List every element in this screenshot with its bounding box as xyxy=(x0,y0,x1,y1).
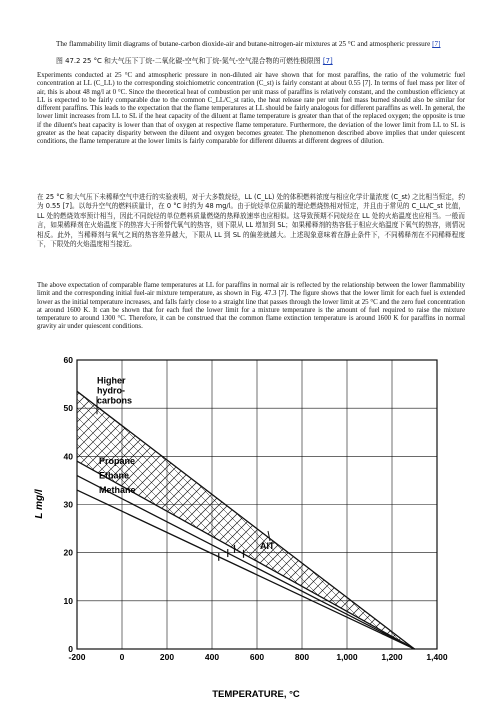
x-tick-label: 0 xyxy=(119,652,125,662)
x-tick-label: 600 xyxy=(249,652,265,662)
figure-caption-english xyxy=(56,40,451,49)
x-tick-label: 800 xyxy=(294,652,310,662)
series-label-higher-hydrocarbons: Higher hydro-carbons xyxy=(97,375,133,406)
x-axis-ticks xyxy=(68,652,447,662)
caption-text-zh: 图 47.2 25 °C 和大气压下丁烷-二氧化碳-空气和丁烷-氮气-空气混合物的可燃性极限图 xyxy=(56,57,321,65)
y-tick-label: 30 xyxy=(63,499,73,510)
paragraph-chinese: 在 25 °C 和大气压下未稀释空气中进行的实验表明，对于大多数烷烃，LL (C_LL) 处的体积燃料浓度与相应化学计量浓度 (C_st) 之比相当恒定，约为 0.55 [7]。以每升空气的燃料质量计，在 0 °C 时约为 48 mg/l。由于烷烃单位质量的理论燃烧热相对恒定，并且由于常见的 C_LL/C_st 比值，LL 处的燃烧效率预计相当，因此不同烷烃的单位燃料质量燃烧的热释放速率也应相似。这导致预期不同烷烃在 LL 处的火焰温度也应相当。一般而言，如果稀释剂在火焰温度下的热容大于所替代氧气的热容，则下限从 LL 增加到 SL；如果稀释剂的热容低于相应火焰温度下氧气的热容，则情况相反。此外，当稀释剂与氧气之间的热容差异越大，下限从 LL 到 SL 的偏差就越大。上述现象意味着在静止条件下，不同稀释剂在不同稀释程度下，下限处的火焰温度相当接近。 xyxy=(37,193,465,249)
figure-caption-chinese xyxy=(56,57,451,66)
y-tick-label: 60 xyxy=(63,355,73,365)
y-tick-label: 40 xyxy=(63,451,73,462)
caption-citation-link[interactable]: [7] xyxy=(432,40,441,48)
y-tick-label: 20 xyxy=(63,547,73,558)
series-label-ethane: Ethane xyxy=(99,470,130,481)
x-tick-label: 400 xyxy=(204,652,220,662)
caption-citation-link-zh[interactable]: [7] xyxy=(322,57,333,65)
series-line-ethane xyxy=(77,476,415,649)
series-line-methane xyxy=(77,490,415,649)
x-tick-label: 1,000 xyxy=(336,652,358,662)
y-axis-label: L mg/l xyxy=(34,489,45,519)
x-tick-label: 1,400 xyxy=(426,652,448,662)
y-tick-label: 10 xyxy=(63,595,73,606)
paragraph-english-2: The above expectation of comparable flame temperatures at LL for paraffins in normal air is reflected by the relationship between the lower flammability limit and the corresponding initial fuel-air mixture temperature, as shown in Fig. 47.3 [7]. The figure shows that the lower limit for each fuel is extended lower as the initial temperature increases, and falls fairly close to a straight line that passes through the lower limit at 25 °C and the zero fuel concentration at around 1600 K. It can be shown that for each fuel the lower limit for a mixture temperature is the amount of fuel required to raise the mixture temperature to around 1300 °C. Therefore, it can be construed that the common flame extinction temperature is around 1600 K for paraffins in normal gravity air under quiescent conditions. xyxy=(37,282,465,331)
series-label-methane: Methane xyxy=(99,485,136,496)
y-axis-ticks xyxy=(64,355,74,654)
annotation-ait: AIT xyxy=(260,541,275,551)
caption-text: The flammability limit diagrams of butane-carbon dioxide-air and butane-nitrogen-air mixtures at 25 °C and atmospheric pressure xyxy=(56,40,431,48)
x-axis-label: TEMPERATURE, °C xyxy=(212,689,300,700)
paragraph-english-1: Experiments conducted at 25 °C and atmospheric pressure in non-diluted air have shown that for most paraffins, the ratio of the volumetric fuel concentration at LL (C_LL) to the corresponding stoichiometric concentration (C_st) is fairly constant at about 0.55 [7]. In terms of fuel mass per liter of air, this is about 48 mg/l at 0 °C. Since the theoretical heat of combustion per unit mass of paraffins is relatively constant, and the combustion efficiency at LL is expected to be fairly comparable due to the common C_LL/C_st ratio, the heat release rate per unit fuel mass burned should also be similar for different paraffins. This leads to the expectation that the flame temperatures at LL should be fairly analogous for different paraffins as well. In general, the lower limit increases from LL to SL if the heat capacity of the diluent at flame temperature is greater than that of the replaced oxygen; the opposite is true if the diluent's heat capacity is lower than that of oxygen at respective flame temperature. Furthermore, the deviation of the lower limit from LL to SL is greater as the heat capacity disparity between the diluent and oxygen becomes greater. The phenomenon described above implies that under quiescent conditions, the flame temperature at the lower limits is fairly comparable for different diluents at different degrees of dilution. xyxy=(37,72,465,145)
y-tick-label: 50 xyxy=(63,403,73,414)
series-lines xyxy=(77,391,415,649)
y-tick-label: 0 xyxy=(68,644,73,654)
series-label-propane: Propane xyxy=(99,456,136,467)
figure-47-3-chart xyxy=(30,352,475,704)
series-line-higher-hydro-carbons xyxy=(77,391,415,649)
x-tick-label: -200 xyxy=(68,652,86,662)
x-tick-label: 200 xyxy=(159,652,175,662)
x-tick-label: 1,200 xyxy=(381,652,403,662)
